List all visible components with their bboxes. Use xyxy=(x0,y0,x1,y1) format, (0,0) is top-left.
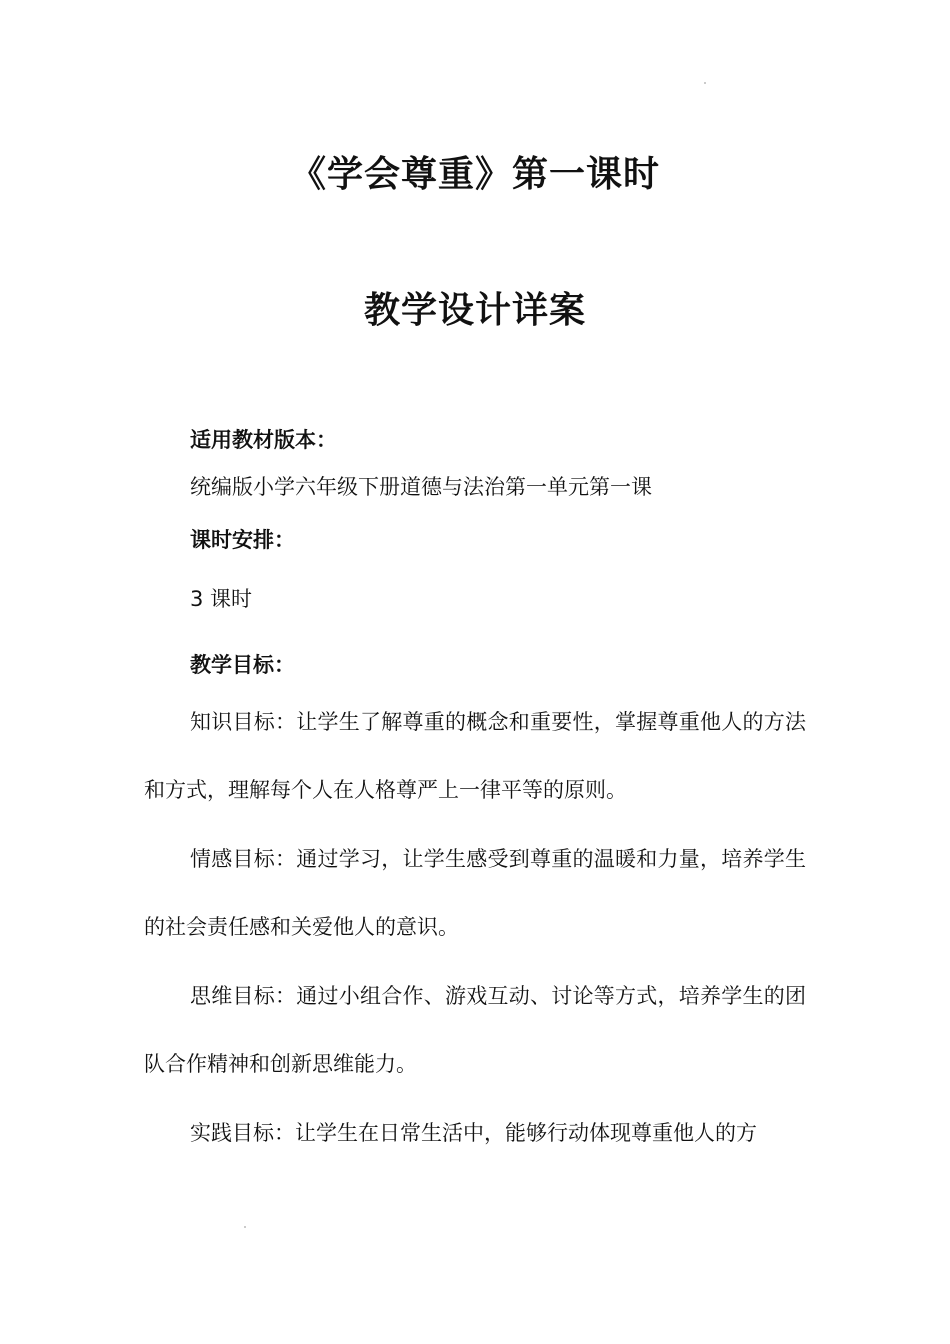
scan-speck-bottom xyxy=(244,1226,246,1228)
textbook-label: 适用教材版本： xyxy=(190,428,337,452)
schedule-value: 3 课时 xyxy=(190,587,253,611)
document-title: 《学会尊重》第一课时 xyxy=(289,154,660,195)
goal-practice: 实践目标：让学生在日常生活中，能够行动体现尊重他人的方 xyxy=(190,1121,757,1145)
schedule-label: 课时安排： xyxy=(190,528,295,552)
goal-knowledge: 知识目标：让学生了解尊重的概念和重要性，掌握尊重他人的方法和方式，理解每个人在人格尊严上一律平等的原则。 xyxy=(144,710,806,802)
goal-thinking: 思维目标：通过小组合作、游戏互动、讨论等方式，培养学生的团队合作精神和创新思维能力。 xyxy=(144,984,806,1076)
document-subtitle: 教学设计详案 xyxy=(363,290,586,331)
goal-emotion: 情感目标：通过学习，让学生感受到尊重的温暖和力量，培养学生的社会责任感和关爱他人的意识。 xyxy=(144,847,806,939)
textbook-value: 统编版小学六年级下册道德与法治第一单元第一课 xyxy=(190,475,652,499)
goals-label: 教学目标： xyxy=(190,653,295,677)
scan-speck-top xyxy=(704,82,706,84)
